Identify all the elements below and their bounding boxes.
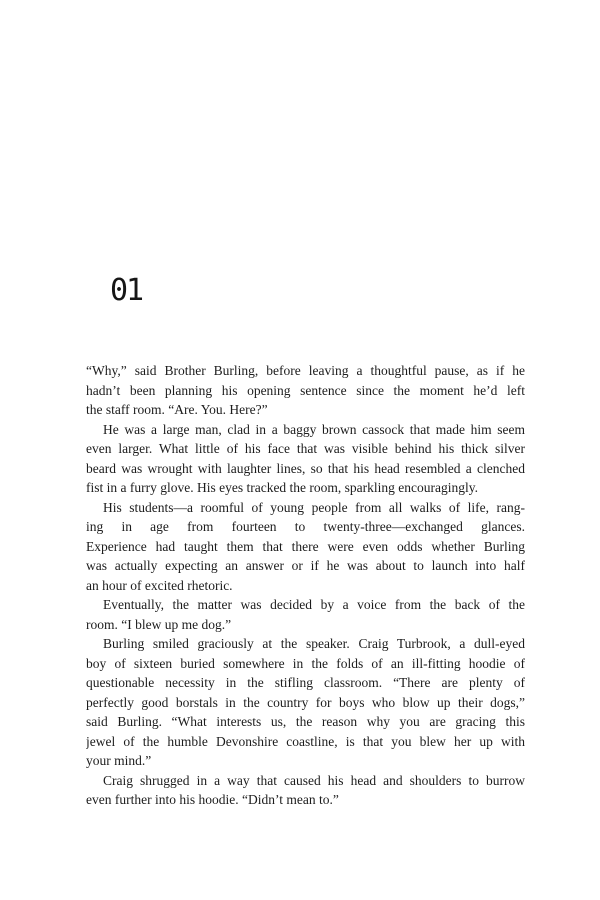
text-line: was actually expecting an answer or if he was about to launch into half <box>86 558 525 573</box>
text-line: He was a large man, clad in a baggy brown cassock that made him seem <box>103 421 525 437</box>
chapter-number: 01 <box>110 273 143 308</box>
text-line: boy of sixteen buried somewhere in the folds of an ill-fitting hoodie of <box>86 655 525 671</box>
text-line: “Why,” said Brother Burling, before leaving a thoughtful pause, as if he <box>86 363 525 378</box>
text-line: beard was wrought with laughter lines, so that his head resembled a clenched <box>86 460 525 476</box>
paragraph <box>86 595 525 634</box>
text-line: Eventually, the matter was decided by a voice from the back of the <box>103 597 525 612</box>
text-line: Burling smiled graciously at the speaker. Craig Turbrook, a dull-eyed <box>103 636 525 651</box>
text-line: said Burling. “What interests us, the reason why you are gracing this <box>86 714 525 729</box>
paragraph <box>86 361 525 420</box>
text-line: His students—a roomful of young people from all walks of life, rang- <box>103 499 525 515</box>
text-line: questionable necessity in the stifling classroom. “There are plenty of <box>86 675 525 690</box>
text-line: even larger. What little of his face that was visible behind his thick silver <box>86 441 525 456</box>
paragraph <box>86 771 525 810</box>
text-line: hadn’t been planning his opening sentence since the moment he’d left <box>86 382 525 398</box>
paragraph <box>86 634 525 771</box>
text-line: Experience had taught them that there were even odds whether Burling <box>86 538 525 554</box>
body-text <box>86 361 525 810</box>
text-line: jewel of the humble Devonshire coastline, is that you blew her up with <box>86 733 525 749</box>
text-line: an hour of excited rhetoric. <box>86 577 233 593</box>
text-line: perfectly good borstals in the country for boys who blow up their dogs,” <box>86 694 525 710</box>
text-line: ing in age from fourteen to twenty-three—exchanged glances. <box>86 519 525 534</box>
text-line: fist in a furry glove. His eyes tracked the room, sparkling encouragingly. <box>86 480 479 495</box>
text-line: the staff room. “Are. You. Here?” <box>86 402 268 417</box>
paragraph <box>86 498 525 596</box>
paragraph <box>86 420 525 498</box>
text-line: your mind.” <box>86 753 152 768</box>
text-line: room. “I blew up me dog.” <box>86 616 232 632</box>
text-line: even further into his hoodie. “Didn’t mean to.” <box>86 792 339 807</box>
text-line: Craig shrugged in a way that caused his head and shoulders to burrow <box>103 772 525 788</box>
